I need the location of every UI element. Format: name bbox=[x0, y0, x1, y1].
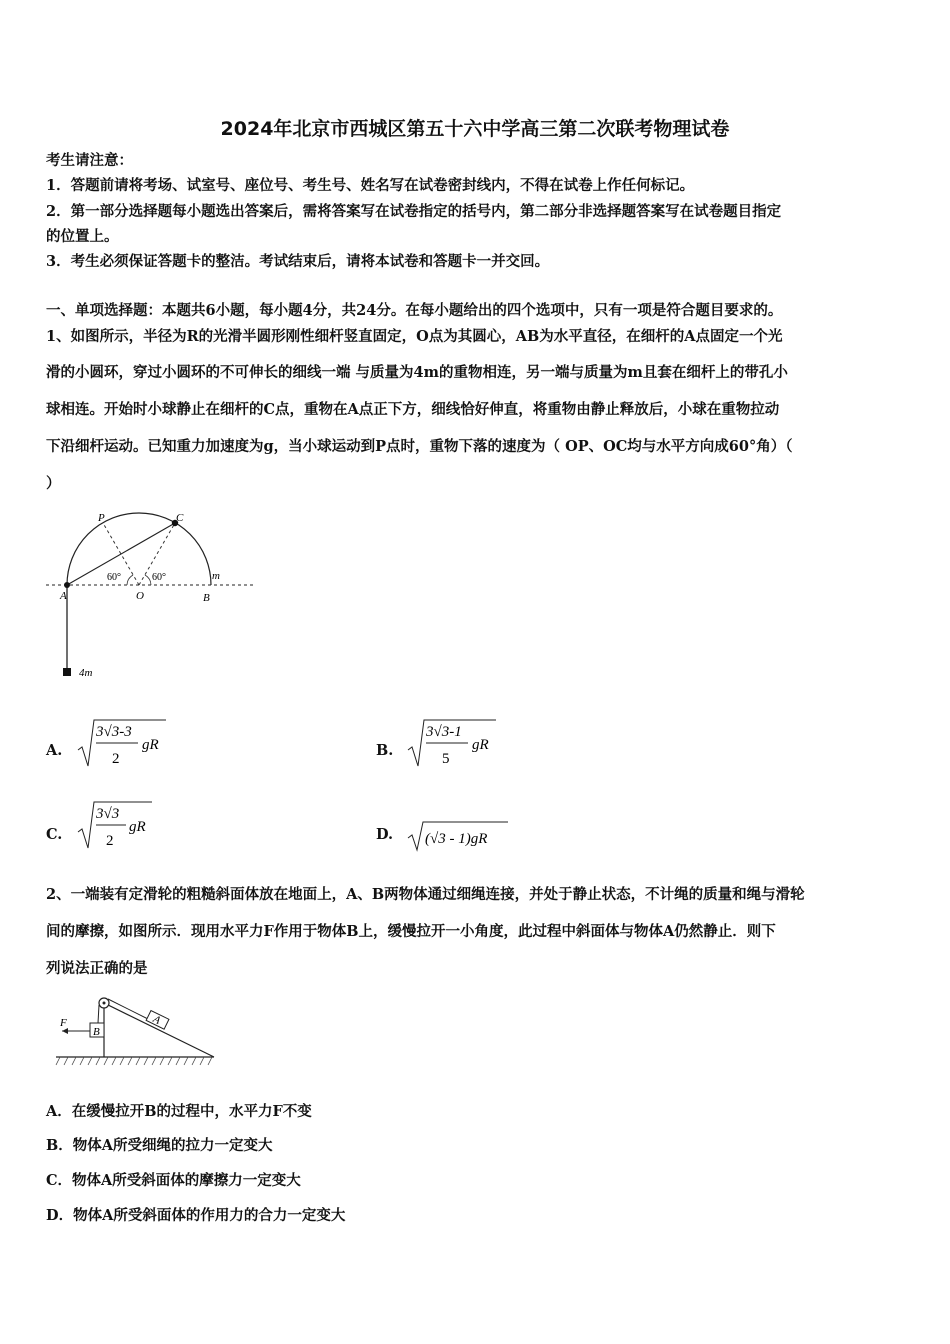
svg-text:3√3-1: 3√3-1 bbox=[426, 724, 462, 740]
q2-text-line: 间的摩擦，如图所示．现用水平力F作用于物体B上，缓慢拉开一小角度，此过程中斜面体与物体A仍然静止．则下 bbox=[46, 923, 776, 940]
svg-text:gR: gR bbox=[142, 737, 159, 753]
section-heading: 一、单项选择题：本题共6小题，每小题4分，共24分。在每小题给出的四个选项中，只有一项是符合题目要求的。 bbox=[46, 302, 783, 319]
option-d-letter: D. bbox=[376, 826, 394, 843]
notice-item: 2．第一部分选择题每小题选出答案后，需将答案写在试卷指定的括号内，第二部分非选择题答案写在试卷题目指定 bbox=[46, 203, 782, 220]
q2-option-b: B．物体A所受细绳的拉力一定变大 bbox=[46, 1137, 273, 1154]
label-block-b: B bbox=[93, 1026, 100, 1038]
label-force: F bbox=[60, 1017, 67, 1029]
option-b-letter: B. bbox=[376, 742, 394, 759]
label-o: O bbox=[136, 590, 144, 602]
svg-text:3√3-3: 3√3-3 bbox=[96, 724, 132, 740]
label-weight: 4m bbox=[79, 667, 93, 679]
q2-text-line: 列说法正确的是 bbox=[46, 960, 148, 977]
q1-text-line: 球相连。开始时小球静止在细杆的C点，重物在A点正下方，细线恰好伸直，将重物由静止释放后，小球在重物拉动 bbox=[46, 401, 780, 418]
label-b: B bbox=[203, 592, 210, 604]
rope-b bbox=[98, 1005, 99, 1023]
q2-incline-figure bbox=[46, 993, 221, 1073]
page-title: 2024年北京市西城区第五十六中学高三第二次联考物理试卷 bbox=[220, 118, 730, 140]
label-m: m bbox=[212, 570, 220, 582]
q2-option-d: D．物体A所受斜面体的作用力的合力一定变大 bbox=[46, 1207, 346, 1224]
angle-arc-right bbox=[145, 575, 151, 585]
q1-text-line: ） bbox=[46, 475, 61, 492]
option-a-formula bbox=[74, 716, 174, 772]
semicircle-rod bbox=[67, 513, 211, 585]
label-block-a: A bbox=[151, 1013, 163, 1027]
notice-item: 1．答题前请将考场、试室号、座位号、考生号、姓名写在试卷密封线内，不得在试卷上作任何标记。 bbox=[46, 177, 695, 194]
option-a-letter: A. bbox=[46, 742, 63, 759]
q1-text-line: 下沿细杆运动。已知重力加速度为g，当小球运动到P点时，重物下落的速度为（ OP、OC均与水平方向成60°角）（ bbox=[46, 438, 793, 455]
label-c: C bbox=[176, 512, 184, 524]
rope-a bbox=[108, 999, 150, 1020]
q2-option-c: C．物体A所受斜面体的摩擦力一定变大 bbox=[46, 1172, 301, 1189]
q2-option-a: A．在缓慢拉开B的过程中，水平力F不变 bbox=[46, 1103, 312, 1120]
q1-text-line: 滑的小圆环，穿过小圆环的不可伸长的细线一端 与质量为4m的重物相连，另一端与质量为m且套在细杆上的带孔小 bbox=[46, 364, 788, 381]
label-angle-left: 60° bbox=[107, 572, 121, 583]
angle-arc-left bbox=[127, 575, 133, 585]
q1-semicircle-figure bbox=[44, 505, 259, 685]
option-c-formula bbox=[74, 798, 164, 854]
svg-text:2: 2 bbox=[106, 833, 114, 849]
option-c-letter: C. bbox=[46, 826, 63, 843]
notice-heading: 考生请注意： bbox=[46, 152, 133, 169]
notice-item: 3．考生必须保证答题卡的整洁。考试结束后，请将本试卷和答题卡一并交回。 bbox=[46, 253, 550, 270]
svg-text:3√3: 3√3 bbox=[96, 806, 120, 822]
ring-a bbox=[64, 582, 70, 588]
label-p: P bbox=[98, 512, 105, 524]
notice-item: 的位置上。 bbox=[46, 228, 119, 245]
svg-text:2: 2 bbox=[112, 751, 120, 767]
label-angle-right: 60° bbox=[152, 572, 166, 583]
svg-text:gR: gR bbox=[129, 819, 146, 835]
label-a: A bbox=[60, 590, 67, 602]
svg-text:(√3 - 1)gR: (√3 - 1)gR bbox=[425, 831, 488, 847]
svg-text:5: 5 bbox=[442, 751, 450, 767]
weight-block bbox=[63, 668, 71, 676]
q2-text-line: 2、一端装有定滑轮的粗糙斜面体放在地面上，A、B两物体通过细绳连接，并处于静止状态，不计绳的质量和绳与滑轮 bbox=[46, 886, 805, 903]
incline bbox=[104, 1003, 214, 1057]
option-d-formula bbox=[404, 818, 514, 854]
q1-text-line: 1、如图所示，半径为R的光滑半圆形刚性细杆竖直固定，O点为其圆心，AB为水平直径，在细杆的A点固定一个光 bbox=[46, 328, 783, 345]
svg-text:gR: gR bbox=[472, 737, 489, 753]
option-b-formula bbox=[404, 716, 504, 772]
